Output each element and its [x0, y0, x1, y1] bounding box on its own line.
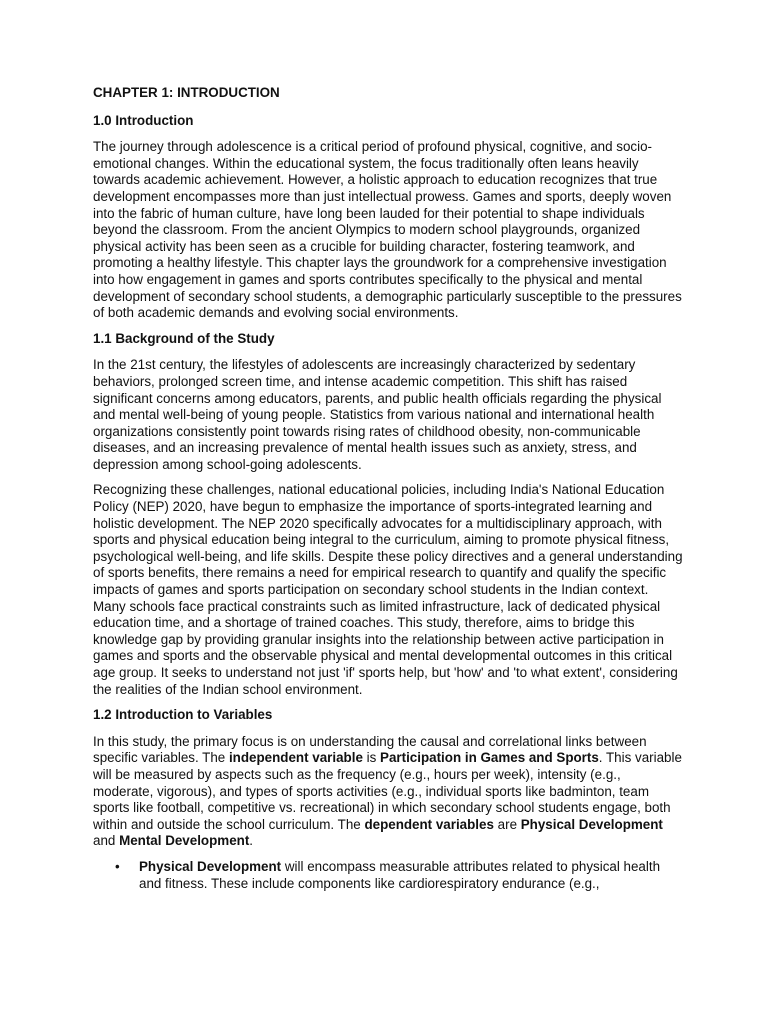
background-paragraph-2: Recognizing these challenges, national educational policies, including India's National Education Policy (NEP) 2020, have begun to emphasize the importance of sports-integrated learning and holistic development. The NEP 2020 specifically advocates for a multidisciplinary approach, with sports and physical education being integral to the curriculum, aiming to promote physical fitness, psychological well-being, and life skills. Despite these policy directives and a general understanding of sports benefits, there remains a need for empirical research to quantify and qualify the specific impacts of games and sports participation on secondary school students in the Indian context. Many schools face practical constraints such as limited infrastructure, lack of dedicated physical education time, and a shortage of trained coaches. This study, therefore, aims to bridge this knowledge gap by providing granular insights into the relationship between active participation in games and sports and the observable physical and mental developmental outcomes in this critical age group. It seeks to understand not just 'if' sports help, but 'how' and 'to what extent', considering the realities of the Indian school environment.	[93, 482, 683, 697]
variables-bullet-list	[93, 859, 683, 892]
variables-paragraph	[93, 734, 683, 850]
list-item	[93, 859, 683, 892]
background-paragraph-1: In the 21st century, the lifestyles of adolescents are increasingly characterized by sedentary behaviors, prolonged screen time, and intense academic competition. This shift has raised significant concerns among educators, parents, and public health officials regarding the physical and mental well-being of young people. Statistics from various national and international health organizations consistently point towards rising rates of childhood obesity, non-communicable diseases, and an increasing prevalence of mental health issues such as anxiety, stress, and depression among school-going adolescents.	[93, 357, 662, 472]
text-run: In this study, the primary focus is on understanding the causal and correlational links between specific variables. The	[93, 733, 647, 766]
chapter-title: CHAPTER 1: INTRODUCTION	[93, 85, 280, 100]
text-run: .	[249, 833, 254, 849]
text-run: are	[493, 816, 521, 832]
document-page	[93, 85, 683, 892]
bold-term-dependent-variables: dependent variables	[364, 816, 494, 832]
text-run: and	[93, 833, 120, 849]
bold-term-participation: Participation in Games and Sports	[380, 750, 599, 766]
section-heading-variables: 1.2 Introduction to Variables	[93, 707, 273, 723]
bullet-icon: •	[115, 858, 120, 874]
section-heading-introduction: 1.0 Introduction	[93, 112, 194, 128]
introduction-paragraph: The journey through adolescence is a critical period of profound physical, cognitive, and socio-emotional changes. Within the educational system, the focus traditionally often leans heavily towards academic achievement. However, a holistic approach to education recognizes that true development encompasses more than just intellectual prowess. Games and sports, deeply woven into the fabric of human culture, have long been lauded for their potential to shape individuals beyond the classroom. From the ancient Olympics to modern school playgrounds, organized physical activity has been seen as a crucible for building character, fostering teamwork, and promoting a healthy lifestyle. This chapter lays the groundwork for a comprehensive investigation into how engagement in games and sports contributes specifically to the physical and mental development of secondary school students, a demographic particularly susceptible to the pressures of both academic demands and evolving social environments.	[93, 139, 682, 321]
bullet-bold-term: Physical Development	[139, 858, 282, 874]
bullet-text: will encompass measurable attributes related to physical health and fitness. These include components like cardiorespiratory endurance (e.g.,	[139, 858, 661, 891]
bold-term-mental-development: Mental Development	[119, 833, 250, 849]
text-run: . This variable will be measured by aspects such as the frequency (e.g., hours per week), intensity (e.g., moderate, vigorous), and types of sports activities (e.g., individual sports like badminton, team sports like football, competitive vs. recreational) in which secondary school students engage, both within and outside the school curriculum. The	[93, 750, 682, 832]
section-heading-background: 1.1 Background of the Study	[93, 330, 275, 346]
bold-term-independent-variable: independent variable	[228, 750, 363, 766]
bold-term-physical-development: Physical Development	[520, 816, 663, 832]
text-run: is	[362, 750, 381, 766]
